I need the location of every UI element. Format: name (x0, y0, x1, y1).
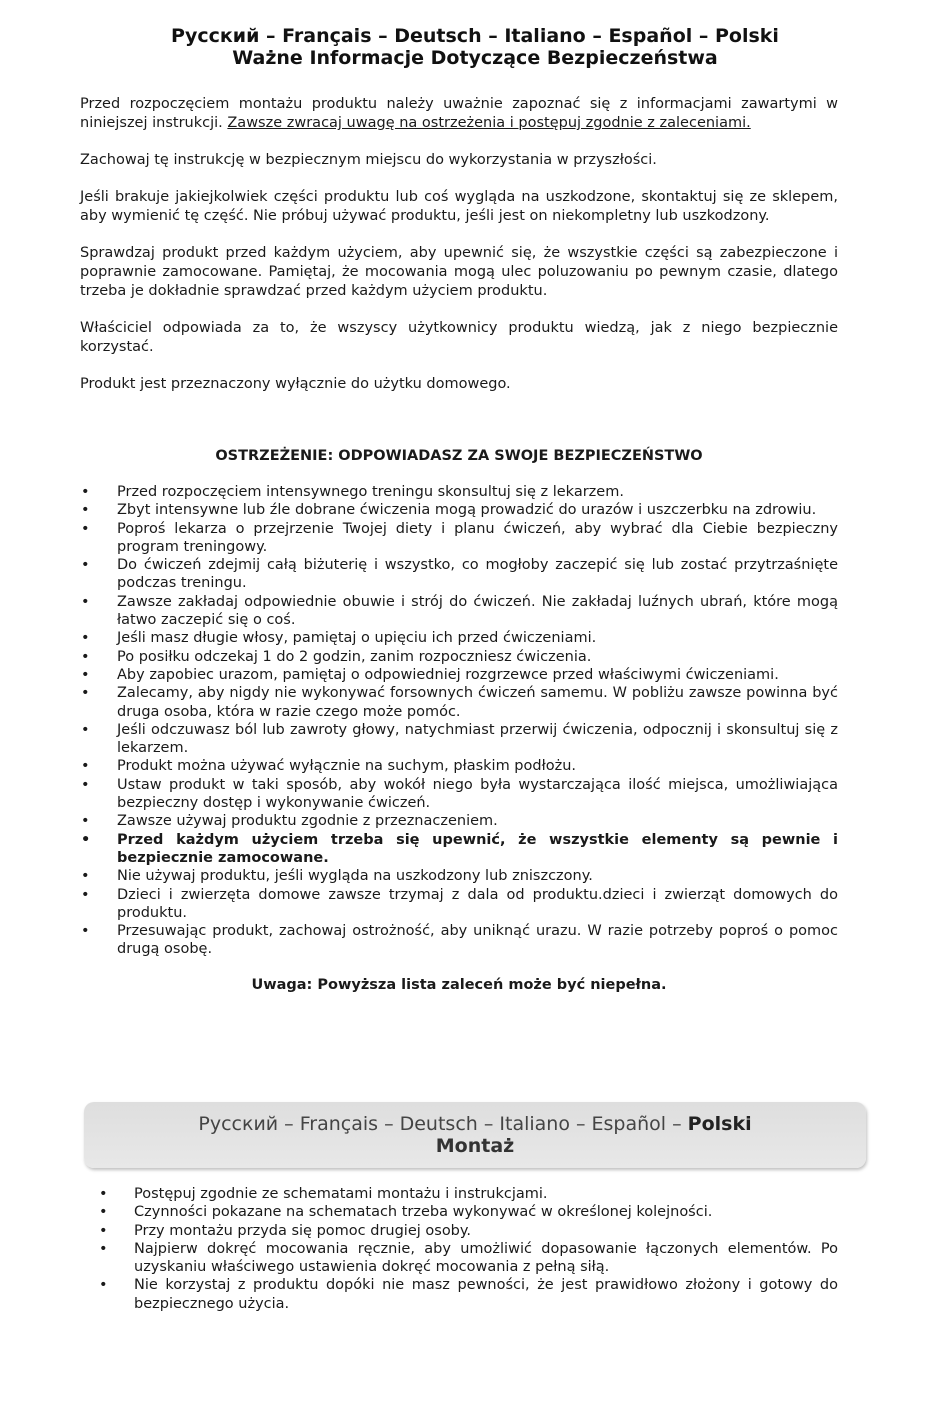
safety-header (0, 25, 950, 69)
list-item-text: Ustaw produkt w taki sposób, aby wokół niego była wystarczająca ilość miejsca, umożliwiająca bezpieczny dostęp i wykonywanie ćwiczeń. (117, 776, 838, 812)
list-item-text: Postępuj zgodnie ze schematami montażu i instrukcjami. (134, 1186, 548, 1202)
list-item-text: Jeśli masz długie włosy, pamiętaj o upięciu ich przed ćwiczeniami. (117, 630, 597, 647)
current-language: Polski (715, 25, 779, 47)
intro-underlined-text: Zawsze zwracaj uwagę na ostrzeżenia i postępuj zgodnie z zaleceniami. (227, 115, 751, 131)
list-item-text: Nie używaj produktu, jeśli wygląda na uszkodzony lub zniszczony. (117, 868, 593, 885)
bullet-icon: • (99, 1277, 108, 1294)
list-item (76, 483, 838, 501)
bullet-icon: • (81, 630, 90, 647)
bullet-icon: • (81, 721, 90, 738)
list-item-text: Zawsze używaj produktu zgodnie z przeznaczeniem. (117, 813, 498, 830)
list-item (76, 648, 838, 666)
intro-paragraph-2: Zachowaj tę instrukcję w bezpiecznym miejscu do wykorzystania w przyszłości. (80, 152, 657, 168)
bullet-icon: • (99, 1186, 108, 1202)
list-item-text: Najpierw dokręć mocowania ręcznie, aby umożliwić dopasowanie łączonych elementów. Po uzyskaniu właściwego ustawienia dokręć mocowania z pełną siłą. (134, 1240, 838, 1276)
bullet-icon: • (99, 1240, 108, 1257)
bullet-icon: • (81, 886, 90, 903)
list-item (76, 812, 838, 830)
list-item (76, 867, 838, 885)
list-item-text: Zbyt intensywne lub źle dobrane ćwiczenia mogą prowadzić do urazów i uszczerbku na zdrowiu. (117, 502, 817, 519)
intro-text: Przed rozpoczęciem montażu produktu należy uważnie zapoznać się z informacjami zawartymi w niniejszej instrukcji. (80, 96, 838, 131)
list-item (94, 1240, 838, 1277)
assembly-header (84, 1102, 866, 1168)
language-line (0, 25, 950, 47)
list-item-text: Nie korzystaj z produktu dopóki nie masz pewności, że jest prawidłowo złożony i gotowy do bezpiecznego użycia. (134, 1277, 838, 1312)
bullet-icon: • (81, 868, 90, 885)
list-item (94, 1203, 838, 1221)
list-item-text: Aby zapobiec urazom, pamiętaj o odpowiedniej rozgrzewce przed właściwymi ćwiczeniami. (117, 666, 779, 683)
intro-paragraph-4: Sprawdzaj produkt przed każdym użyciem, aby upewnić się, że wszystkie części są zabezpieczone i poprawnie zamocowane. Pamiętaj, że mocowania mogą ulec poluzowaniu po pewnym czasie, dlatego trzeba je dokładnie sprawdzać przed każdym użyciem produktu. (80, 245, 838, 299)
bullet-icon: • (81, 685, 90, 702)
list-item (76, 684, 838, 721)
bullet-icon: • (99, 1204, 108, 1221)
warning-note: Uwaga: Powyższa lista zaleceń może być niepełna. (251, 976, 667, 993)
list-item (76, 922, 838, 959)
bullet-icon: • (81, 758, 90, 775)
list-item (94, 1222, 838, 1240)
language-list: Русский – Français – Deutsch – Italiano – Español – (171, 25, 715, 47)
list-item-text: Do ćwiczeń zdejmij całą biżuterię i wszystko, co mogłoby zaczepić się lub zostać przytrzaśnięte podczas treningu. (117, 557, 838, 592)
list-item (94, 1185, 838, 1203)
list-item (76, 593, 838, 630)
list-item (76, 721, 838, 758)
list-item-text: Przy montażu przyda się pomoc drugiej osoby. (134, 1222, 472, 1239)
list-item-text: Produkt można używać wyłącznie na suchym, płaskim podłożu. (117, 758, 576, 775)
list-item (76, 886, 838, 923)
bullet-icon: • (81, 557, 90, 574)
list-item-text: Przesuwając produkt, zachowaj ostrożność, aby uniknąć urazu. W razie potrzeby poproś o pomoc drugą osobę. (117, 923, 838, 958)
bullet-icon: • (81, 593, 90, 610)
assembly-list (94, 1185, 838, 1313)
list-item-text: Jeśli odczuwasz ból lub zawroty głowy, natychmiast przerwij ćwiczenia, odpocznij i skonsultuj się z lekarzem. (117, 721, 838, 757)
list-item (76, 629, 838, 647)
list-item (76, 501, 838, 519)
list-item (76, 776, 838, 813)
assembly-section (94, 1185, 838, 1313)
list-item (76, 831, 838, 868)
intro-section (80, 95, 838, 412)
intro-paragraph-6: Produkt jest przeznaczony wyłącznie do użytku domowego. (80, 376, 511, 392)
bullet-icon: • (81, 520, 90, 537)
intro-paragraph-1 (80, 95, 838, 133)
bullet-icon: • (81, 776, 90, 793)
list-item (94, 1276, 838, 1313)
list-item-text: Zalecamy, aby nigdy nie wykonywać forsownych ćwiczeń samemu. W pobliżu zawsze powinna być druga osoba, która w razie czego może pomóc. (117, 685, 838, 720)
warning-title: OSTRZEŻENIE: ODPOWIADASZ ZA SWOJE BEZPIECZEŃSTWO (215, 448, 703, 464)
bullet-icon: • (81, 484, 90, 500)
list-item-text: Przed każdym użyciem trzeba się upewnić, że wszystkie elementy są pewnie i bezpiecznie zamocowane. (117, 831, 838, 866)
intro-paragraph-5: Właściciel odpowiada za to, że wszyscy użytkownicy produktu wiedzą, jak z niego bezpiecznie korzystać. (80, 320, 838, 355)
list-item (76, 757, 838, 775)
warning-section (80, 447, 838, 1009)
bullet-icon: • (81, 813, 90, 830)
list-item-text: Poproś lekarza o przejrzenie Twojej diety i planu ćwiczeń, aby wybrać dla Ciebie bezpieczny program treningowy. (117, 520, 838, 555)
bullet-icon: • (81, 831, 91, 848)
list-item-text: Dzieci i zwierzęta domowe zawsze trzymaj z dala od produktu.dzieci i zwierząt domowych do produktu. (117, 886, 838, 921)
intro-paragraph-3: Jeśli brakuje jakiejkolwiek części produktu lub coś wygląda na uszkodzone, skontaktuj się ze sklepem, aby wymienić tę część. Nie próbuj używać produktu, jeśli jest on niekompletny lub uszkodzony. (80, 189, 838, 224)
language-list: Русский – Français – Deutsch – Italiano – Español – (198, 1113, 688, 1135)
list-item (76, 520, 838, 557)
language-line (84, 1113, 866, 1135)
bullet-icon: • (81, 666, 90, 683)
bullet-icon: • (81, 648, 90, 665)
list-item-text: Czynności pokazane na schematach trzeba wykonywać w określonej kolejności. (134, 1204, 713, 1221)
section-title: Montaż (435, 1135, 515, 1157)
bullet-icon: • (81, 923, 90, 940)
list-item-text: Przed rozpoczęciem intensywnego treningu skonsultuj się z lekarzem. (117, 484, 624, 500)
bullet-icon: • (99, 1222, 108, 1239)
section-title: Ważne Informacje Dotyczące Bezpieczeństwa (232, 47, 718, 69)
warning-list (76, 483, 838, 959)
list-item (76, 666, 838, 684)
bullet-icon: • (81, 502, 90, 519)
list-item-text: Po posiłku odczekaj 1 do 2 godzin, zanim rozpoczniesz ćwiczenia. (117, 648, 592, 665)
list-item-text: Zawsze zakładaj odpowiednie obuwie i strój do ćwiczeń. Nie zakładaj luźnych ubrań, które mogą łatwo zaczepić się o coś. (117, 593, 838, 629)
current-language: Polski (687, 1113, 752, 1135)
list-item (76, 556, 838, 593)
